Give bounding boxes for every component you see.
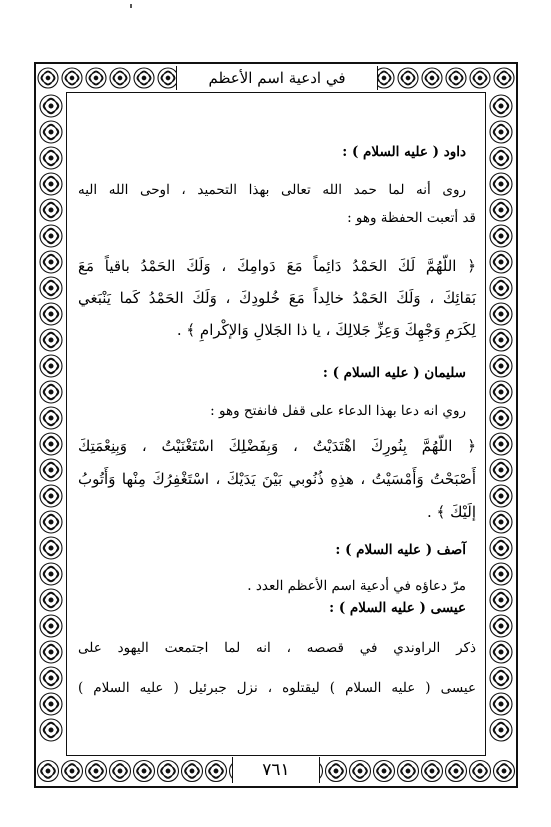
knot-ornament — [490, 355, 512, 377]
knot-ornament — [490, 433, 512, 455]
knot-ornament — [62, 761, 83, 782]
knot-ornament — [40, 615, 62, 637]
knot-ornament — [490, 251, 512, 273]
knot-ornament — [490, 147, 512, 169]
knot-ornament — [40, 537, 62, 559]
knot-ornament — [38, 761, 59, 782]
knot-ornament — [40, 277, 62, 299]
knot-ornament — [490, 407, 512, 429]
knot-pattern-left — [36, 92, 66, 756]
knot-ornament — [40, 693, 62, 715]
knot-ornament — [398, 68, 418, 88]
page-number: ٧٦١ — [262, 760, 290, 780]
knot-ornament — [490, 95, 512, 117]
knot-ornament — [470, 761, 491, 782]
running-header — [176, 66, 378, 90]
knot-ornament — [490, 589, 512, 611]
knot-ornament — [182, 761, 203, 782]
knot-ornament — [40, 329, 62, 351]
section-heading-asif: آصف ( عليه السلام ) : — [335, 542, 466, 558]
knot-ornament — [40, 511, 62, 533]
knot-ornament — [40, 121, 62, 143]
scan-speck — [130, 4, 132, 8]
knot-ornament — [134, 761, 155, 782]
knot-ornament — [494, 68, 514, 88]
paragraph-line: عيسى ( عليه السلام ) ليقتلوه ، نزل جبرئيل ( عليه السلام ) — [78, 680, 476, 696]
knot-ornament — [490, 121, 512, 143]
paragraph-line: ذكر الراوندي في قصصه ، انه لما اجتمعت اليهود على — [78, 640, 476, 656]
knot-ornament — [110, 761, 131, 782]
knot-ornament — [490, 225, 512, 247]
knot-ornament — [422, 68, 442, 88]
knot-ornament — [158, 68, 178, 88]
section-heading-isa: عيسى ( عليه السلام ) : — [329, 600, 466, 616]
knot-ornament — [490, 199, 512, 221]
paragraph-line: مرّ دعاؤه في أدعية اسم الأعظم العدد . — [247, 578, 466, 594]
knot-ornament — [86, 68, 106, 88]
knot-ornament — [40, 719, 62, 741]
prayer-line: لِكَرَمِ وَجْهِكَ وَعِزِّ جَلالِكَ ، يا ذا الجَلالِ وَالإكْرامِ ﴾ . — [176, 321, 476, 339]
ornament-band-right — [486, 92, 516, 756]
knot-ornament — [40, 485, 62, 507]
prayer-line: إلَيْكَ ﴾ . — [427, 503, 476, 521]
knot-ornament — [40, 381, 62, 403]
knot-ornament — [490, 277, 512, 299]
knot-ornament — [326, 761, 347, 782]
knot-ornament — [490, 459, 512, 481]
knot-ornament — [490, 693, 512, 715]
knot-ornament — [490, 641, 512, 663]
knot-ornament — [490, 563, 512, 585]
knot-ornament — [40, 563, 62, 585]
knot-ornament — [470, 68, 490, 88]
knot-ornament — [40, 225, 62, 247]
knot-ornament — [40, 303, 62, 325]
knot-ornament — [38, 68, 58, 88]
running-header-title: في ادعية اسم الأعظم — [208, 69, 346, 87]
knot-pattern-right — [486, 92, 516, 756]
knot-ornament — [40, 459, 62, 481]
knot-ornament — [446, 68, 466, 88]
knot-ornament — [40, 199, 62, 221]
section-heading-dawud: داود ( عليه السلام ) : — [342, 144, 466, 160]
knot-ornament — [490, 329, 512, 351]
knot-ornament — [490, 303, 512, 325]
knot-ornament — [446, 761, 467, 782]
knot-ornament — [40, 251, 62, 273]
knot-ornament — [40, 589, 62, 611]
knot-ornament — [398, 761, 419, 782]
knot-ornament — [350, 761, 371, 782]
knot-ornament — [374, 761, 395, 782]
knot-ornament — [490, 537, 512, 559]
knot-ornament — [490, 719, 512, 741]
knot-ornament — [40, 433, 62, 455]
section-heading-sulayman: سليمان ( عليه السلام ) : — [322, 365, 466, 381]
knot-ornament — [490, 615, 512, 637]
page-number-box — [232, 757, 320, 783]
knot-ornament — [422, 761, 443, 782]
prayer-line: أَصْبَحْتُ وَأَمْسَيْتُ ، هذِهِ ذُنُوبي بَيْنَ يَدَيْكَ ، اسْتَغْفِرُكَ مِنْها وَأَتُوبُ — [78, 470, 476, 488]
paragraph-line: روى أنه لما حمد الله تعالى بهذا التحميد ، اوحى الله اليه — [78, 182, 466, 198]
knot-ornament — [62, 68, 82, 88]
knot-ornament — [86, 761, 107, 782]
knot-ornament — [40, 407, 62, 429]
knot-ornament — [40, 147, 62, 169]
ornament-band-left — [36, 92, 66, 756]
knot-ornament — [40, 173, 62, 195]
knot-ornament — [40, 667, 62, 689]
knot-ornament — [40, 641, 62, 663]
prayer-line: ﴿ اللّهُمَّ بِنُورِكَ اهْتَدَيْتُ ، وَبِفَضْلِكَ اسْتَغْنَيْتُ ، وَبِنِعْمَتِكَ — [78, 437, 476, 455]
knot-ornament — [158, 761, 179, 782]
knot-ornament — [110, 68, 130, 88]
knot-ornament — [490, 381, 512, 403]
knot-ornament — [206, 761, 227, 782]
knot-ornament — [490, 485, 512, 507]
paragraph-line: قد أتعبت الحفظة وهو : — [347, 210, 476, 226]
knot-ornament — [134, 68, 154, 88]
prayer-line: ﴿ اللّهُمَّ لَكَ الحَمْدُ دَائِماً مَعَ دَوامِكَ ، وَلَكَ الحَمْدُ باقياً مَعَ — [78, 257, 476, 275]
knot-ornament — [490, 667, 512, 689]
paragraph-line: روي انه دعا بهذا الدعاء على قفل فانفتح وهو : — [210, 403, 466, 419]
knot-ornament — [40, 355, 62, 377]
knot-ornament — [494, 761, 515, 782]
knot-ornament — [490, 511, 512, 533]
knot-ornament — [490, 173, 512, 195]
prayer-line: بَقائِكَ ، وَلَكَ الحَمْدُ خالِداً مَعَ خُلودِكَ ، وَلَكَ الحَمْدُ كَما يَنْبَغي — [78, 289, 476, 307]
knot-ornament — [40, 95, 62, 117]
